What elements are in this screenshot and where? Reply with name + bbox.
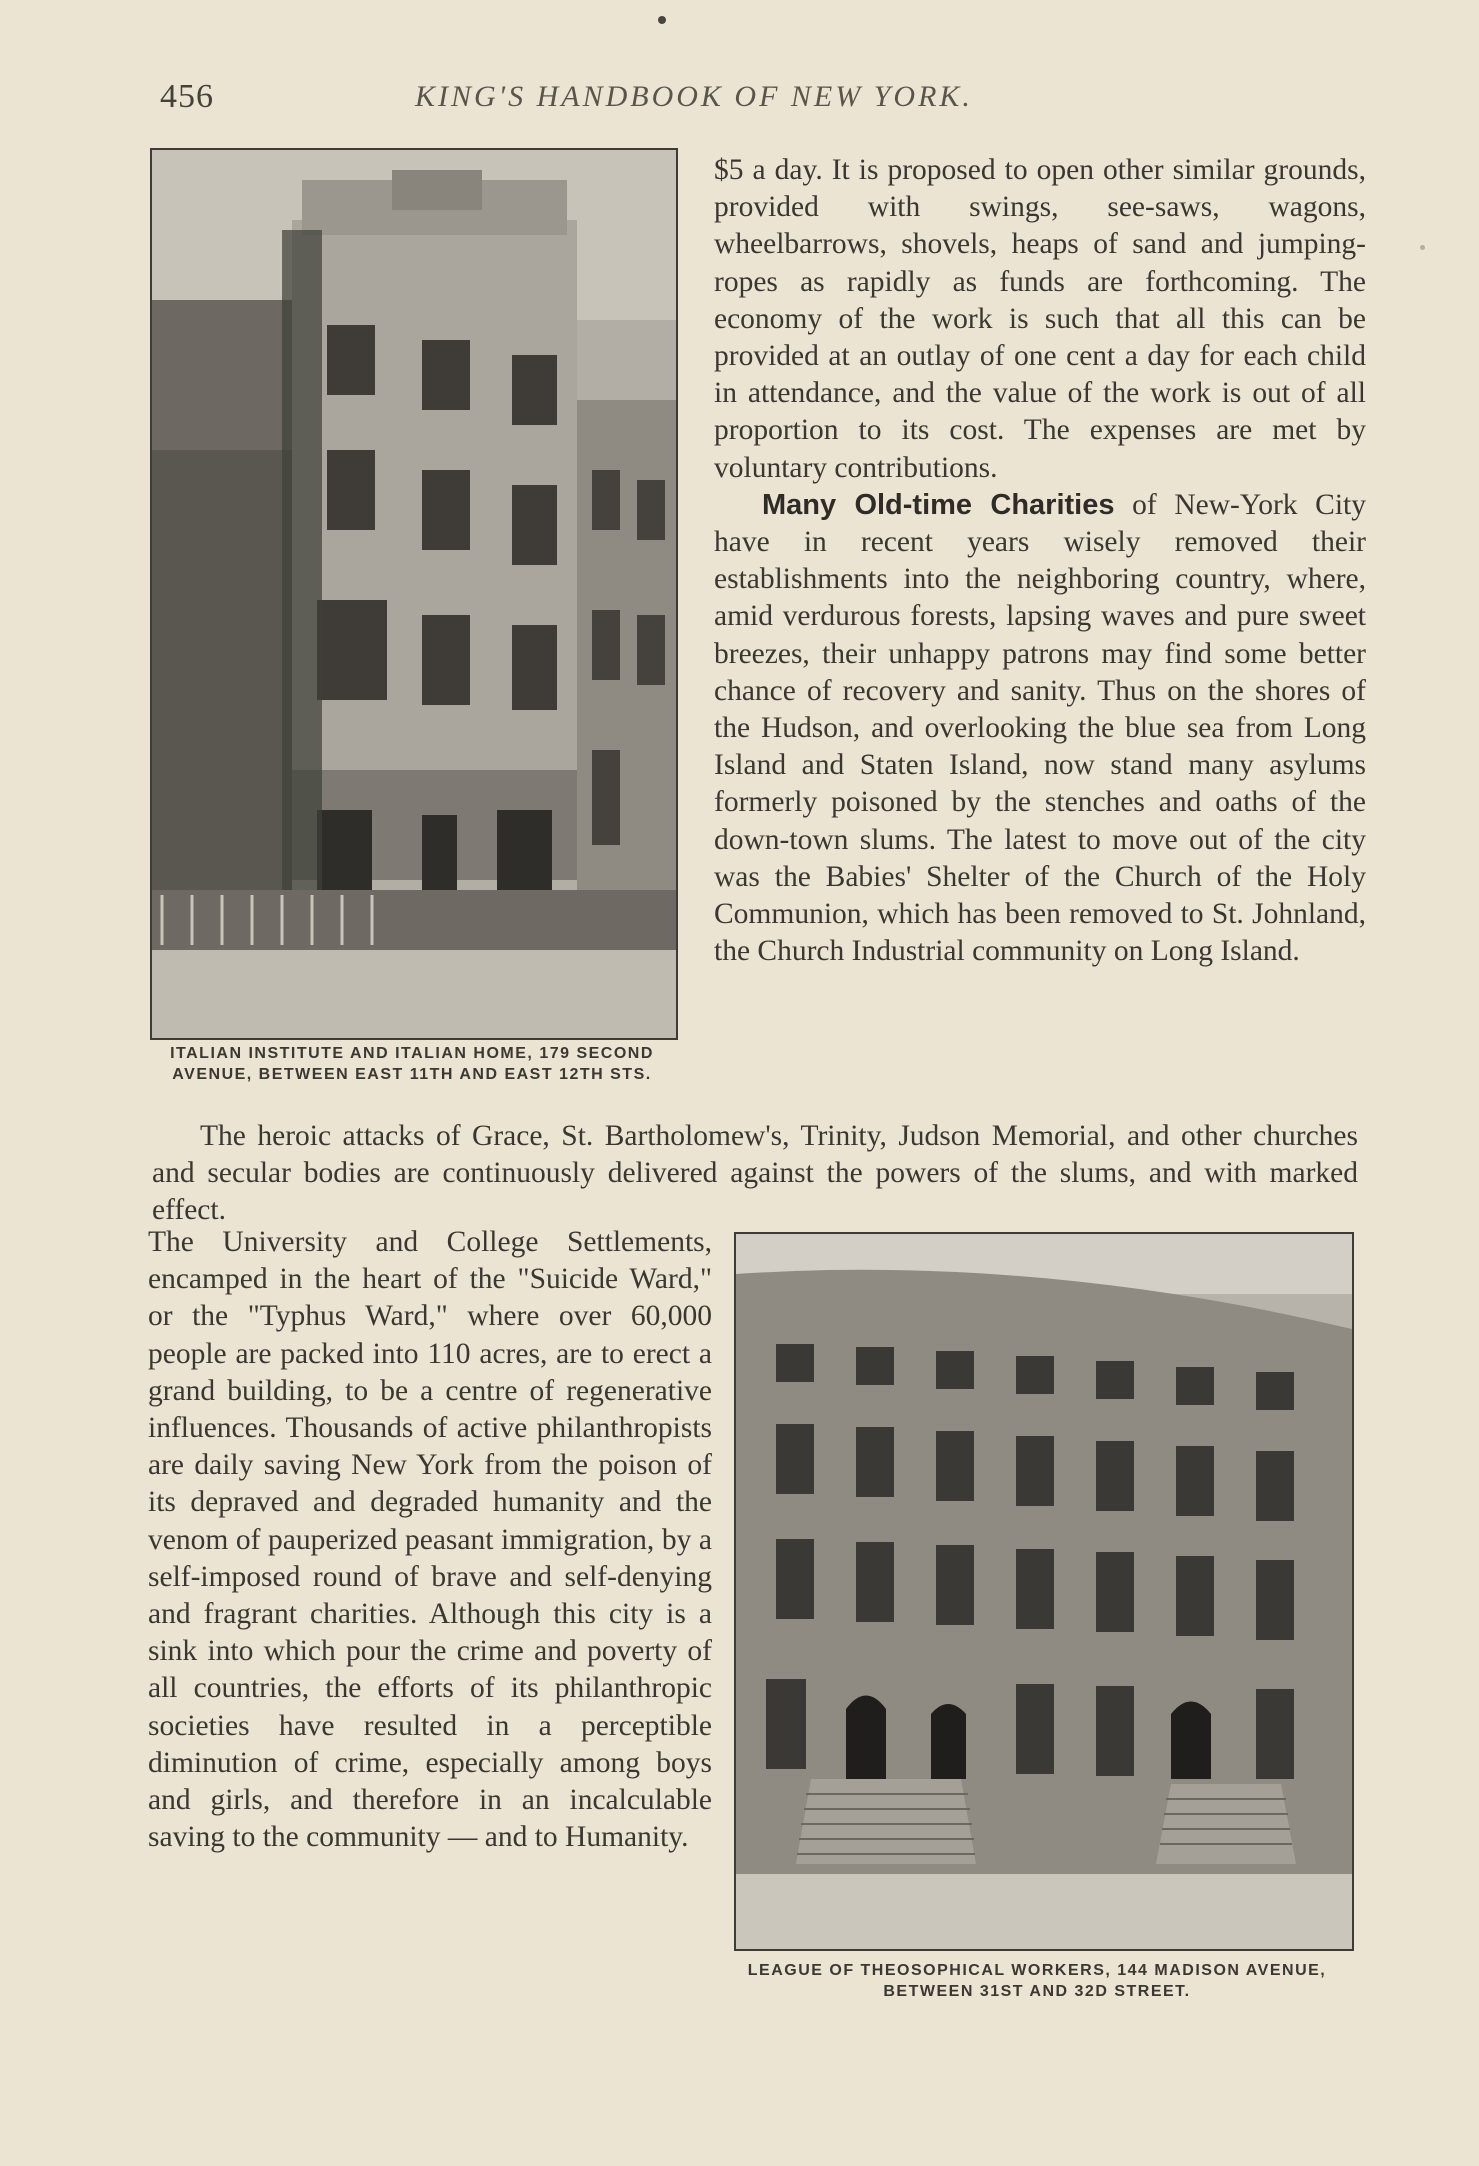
paragraph-body: of New-York City have in recent years wisely removed their establishments into the neighboring country, where, amid verdurous forests, lapsing waves and pure sweet breezes, their unhappy patrons may find some better chance of recovery and sanity. Thus on the shores of the Hudson, and overlooking the blue sea from Long Island and Staten Island, now stand many asylums formerly poisoned by the stenches and oaths of the down-town slums. The latest to move out of the city was the Babies' Shelter of the Church of the Holy Communion, which has been removed to St. Johnland, the Church Industrial community on Long Island. (714, 488, 1366, 968)
right-column-text (714, 152, 1366, 970)
paragraph-lead: Many Old-time Charities (762, 488, 1115, 521)
paragraph-old-time-charities (714, 487, 1366, 971)
italian-institute-photo (150, 148, 678, 1040)
paragraph-settlements: The University and College Settlements, encamped in the heart of the "Suicide Ward," or the "Typhus Ward," where over 60,000 people are packed into 110 acres, are to erect a grand building, to be a centre of regenerative influences. Thousands of active philanthropists are daily saving New York from the poison of its depraved and degraded humanity and the venom of pauperized peasant immigration, by a self-imposed round of brave and self-denying and fragrant charities. Although this city is a sink into which pour the crime and poverty of all countries, the efforts of its philanthropic societies have resulted in a perceptible diminution of crime, especially among boys and girls, and therefore in an incalculable saving to the community — and to Humanity. (148, 1226, 712, 1854)
caption-line: AVENUE, BETWEEN EAST 11TH AND EAST 12TH STS. (172, 1066, 652, 1083)
lower-left-text (148, 1224, 712, 1856)
page-header (160, 78, 1160, 122)
theosophical-workers-caption (712, 1960, 1362, 2002)
running-title: KING'S HANDBOOK OF NEW YORK. (415, 80, 973, 113)
ink-dot (658, 16, 666, 24)
italian-institute-illustration (152, 150, 676, 1038)
caption-line: ITALIAN INSTITUTE AND ITALIAN HOME, 179 SECOND (170, 1045, 654, 1062)
italian-institute-caption (140, 1043, 684, 1085)
full-width-text (152, 1118, 1358, 1230)
paragraph-heroic-attacks: The heroic attacks of Grace, St. Bartholomew's, Trinity, Judson Memorial, and other churches and secular bodies are continuously delivered against the powers of the slums, and with marked effect. (152, 1120, 1358, 1227)
page-number: 456 (160, 78, 214, 115)
caption-line: LEAGUE OF THEOSOPHICAL WORKERS, 144 MADISON AVENUE, (747, 1962, 1327, 1979)
paragraph-playgrounds: $5 a day. It is proposed to open other similar grounds, provided with swings, see-saws, wagons, wheelbarrows, shovels, heaps of sand and jumping-ropes as rapidly as funds are forthcoming. The economy of the work is such that all this can be provided at an outlay of one cent a day for each child in attendance, and the value of the work is out of all proportion to its cost. The expenses are met by voluntary contributions. (714, 154, 1366, 484)
paper-speck (1420, 245, 1425, 250)
theosophical-workers-photo (734, 1232, 1354, 1951)
caption-line: BETWEEN 31ST AND 32D STREET. (883, 1983, 1191, 2000)
theosophical-workers-illustration (736, 1234, 1352, 1949)
